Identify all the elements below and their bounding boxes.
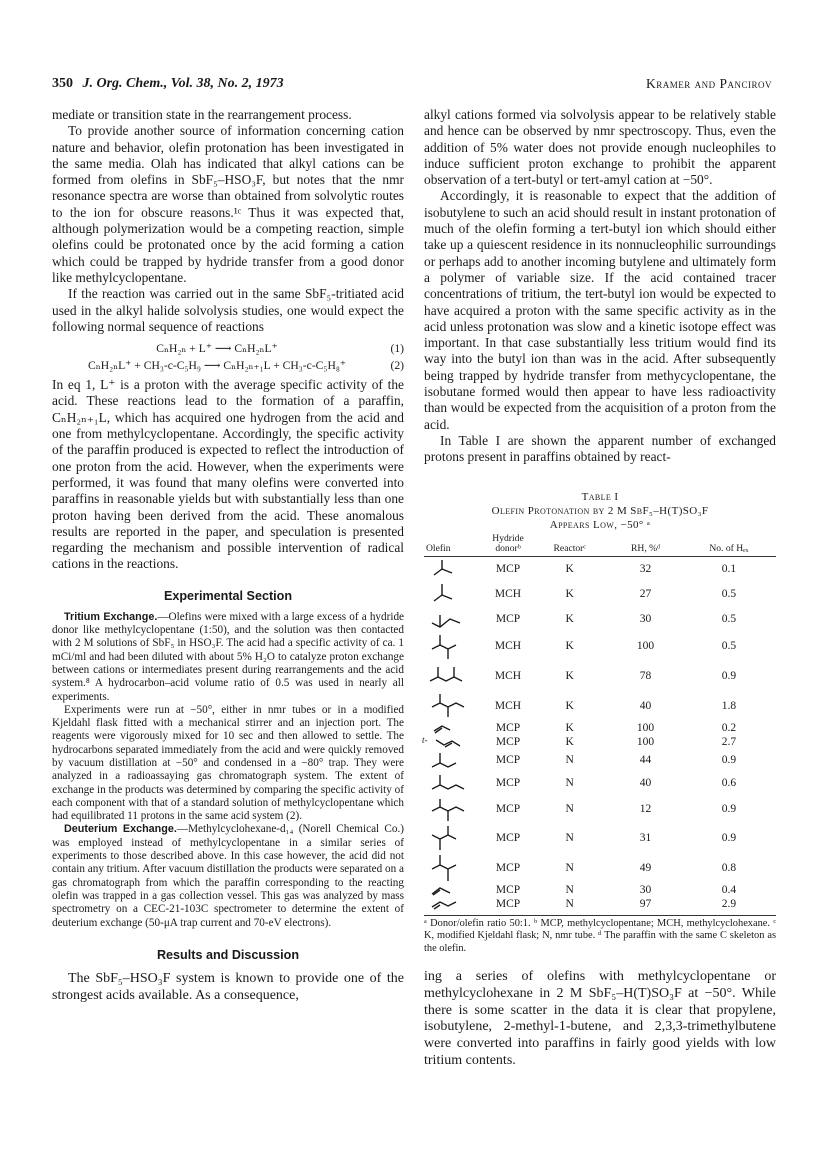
table-cell-nex: 0.5 xyxy=(721,639,737,652)
table-cell-rh: 44 xyxy=(639,753,652,766)
olefin-skeleton-icon xyxy=(426,749,470,771)
olefin-skeleton-icon xyxy=(426,661,470,691)
olefin-structure-cell xyxy=(424,853,486,883)
paragraph: ing a series of olefins with methylcyclopentane or methylcyclohexane in 2 M SbF₅–H(T)SO₃F at −50°. While there is some scatter in the data it is clear that propylene, isobutylene, 2-methyl-1-butene, and 2,3,3-trimethylbutene were converted into paraffins in fairly good yields with low tritium contents. xyxy=(424,969,776,1068)
table-cell-nex: 0.9 xyxy=(721,831,737,844)
table-cell-reactor: K xyxy=(565,699,574,712)
table-cell-nex: 0.8 xyxy=(721,861,737,874)
table-cell-nex: 0.9 xyxy=(721,669,737,682)
olefin-skeleton-icon xyxy=(426,853,470,883)
olefin-structure-cell xyxy=(424,631,486,661)
column-header-nex: No. of Hₑₓ xyxy=(709,542,749,554)
table-row xyxy=(424,691,776,721)
table-cell-rh: 78 xyxy=(639,669,652,682)
paragraph: The SbF₅–HSO₃F system is known to provide one of the strongest acids available. As a consequence, xyxy=(52,970,404,1004)
table-cell-rh: 100 xyxy=(636,639,655,652)
left-column xyxy=(52,107,404,1005)
table-cell-donor: MCP xyxy=(495,802,521,815)
table-cell-rh: 100 xyxy=(636,721,655,734)
equation-number: (1) xyxy=(390,342,404,356)
olefin-structure-cell xyxy=(424,661,486,691)
table-cell-donor: MCP xyxy=(495,831,521,844)
olefin-structure-cell xyxy=(424,721,486,735)
table-title-line2: Appears Low, −50° ᵃ xyxy=(549,518,651,531)
page-number: 350 xyxy=(52,76,73,91)
table-cell-nex: 1.8 xyxy=(721,699,737,712)
paragraph: To provide another source of information concerning cation nature and behavior, olefin protonation has been investigated in the same media. Olah has indicated that alkyl cations can be formed from olefins in SbF₅–HSO₃F, but notes that the nmr resonance spectra are worse than obtained from solvolytic routes to the ion for obscure reasons.¹ᶜ Thus it was expected that, although polymerization would be a competing reaction, simple olefins could be protonated once by the acid forming a cation which could be trapped by hydride transfer from a good donor like methylcyclopentane. xyxy=(52,123,404,285)
table-cell-donor: MCP xyxy=(495,883,521,896)
equation-1 xyxy=(52,340,404,357)
paragraph: In Table I are shown the apparent number of exchanged protons present in paraffins obtained by react- xyxy=(424,432,776,465)
running-authors: Kramer and Pancirov xyxy=(645,76,772,91)
journal-citation: J. Org. Chem., Vol. 38, No. 2, 1973 xyxy=(82,76,284,91)
table-cell-nex: 0.4 xyxy=(721,883,737,896)
section-heading-experimental: Experimental Section xyxy=(163,588,293,603)
olefin-structure-cell xyxy=(424,749,486,771)
table-cell-donor: MCH xyxy=(494,699,522,712)
table-cell-donor: MCP xyxy=(495,753,521,766)
column-header-rh: RH, %ᵈ xyxy=(631,542,661,554)
table-cell-donor: MCH xyxy=(494,669,522,682)
table-cell-reactor: K xyxy=(565,562,574,575)
olefin-skeleton-icon xyxy=(426,823,470,853)
table-row xyxy=(424,581,776,607)
table-cell-nex: 0.6 xyxy=(721,776,737,789)
right-column xyxy=(424,107,776,1070)
olefin-skeleton-icon xyxy=(426,735,470,749)
olefin-structure-cell xyxy=(424,823,486,853)
olefin-skeleton-icon xyxy=(426,771,470,795)
table-cell-nex: 0.9 xyxy=(721,802,737,815)
column-header-reactor: Reactorᶜ xyxy=(553,542,586,554)
table-cell-reactor: N xyxy=(565,897,574,910)
table-cell-nex: 0.1 xyxy=(721,562,737,575)
paragraph-tritium xyxy=(52,611,404,704)
table-row xyxy=(424,721,776,735)
table-row xyxy=(424,661,776,691)
table-row xyxy=(424,631,776,661)
table-cell-rh: 40 xyxy=(639,776,652,789)
table-cell-donor: MCP xyxy=(495,562,521,575)
table-row xyxy=(424,771,776,795)
table-label: Table I xyxy=(581,490,619,503)
table-cell-rh: 12 xyxy=(639,802,652,815)
paragraph-deuterium xyxy=(52,823,404,929)
paragraph: mediate or transition state in the rearrangement process. xyxy=(52,107,352,122)
olefin-structure-cell xyxy=(424,883,486,897)
equation-body: CₙH₂ₙ + L⁺ ⟶ CₙH₂ₙL⁺ xyxy=(156,342,278,356)
table-row xyxy=(424,795,776,823)
table-cell-donor: MCP xyxy=(495,735,521,748)
olefin-skeleton-icon xyxy=(426,631,470,661)
olefin-skeleton-icon xyxy=(426,897,470,911)
table-cell-rh: 40 xyxy=(639,699,652,712)
table-row xyxy=(424,823,776,853)
olefin-skeleton-icon xyxy=(426,721,470,735)
table-title: Olefin Protonation by 2 M SbF₅–H(T)SO₃F xyxy=(491,504,709,517)
table-footnotes: ᵃ Donor/olefin ratio 50:1. ᵇ MCP, methylcyclopentane; MCH, methylcyclohexane. ᶜ K, modified Kjeldahl flask; N, nmr tube. ᵈ The paraffin with the same C skeleton as the olefin. xyxy=(424,915,776,956)
column-header-donor: Hydride donorᵇ xyxy=(492,532,524,554)
table-row xyxy=(424,556,776,581)
table-cell-reactor: N xyxy=(565,831,574,844)
table-cell-nex: 0.5 xyxy=(721,587,737,600)
table-cell-donor: MCH xyxy=(494,639,522,652)
olefin-skeleton-icon xyxy=(426,581,470,607)
olefin-structure-cell xyxy=(424,795,486,823)
table-cell-rh: 31 xyxy=(639,831,652,844)
table-cell-reactor: K xyxy=(565,669,574,682)
paragraph: Accordingly, it is reasonable to expect that the addition of isobutylene to such an acid should result in instant protonation of much of the olefin forming a tert-butyl ion which should either take up a quiescent residence in its nonnucleophilic surroundings or perhaps add to another incoming butylene and ultimately form a polymer of variable size. If the acid contained tracer concentrations of tritium, the tert-butyl ion would be expected to have acquired a proton with the same specific activity as in the acid unless protonation was slow and a kinetic isotope effect was important. In that case substantially less tritium would find its way into the butyl ion than was in the acid. After subsequently being trapped by hydride transfer from methycyclopentane, the isobutane formed would then appear to have less radioactivity than would be expected from the acquisition of a proton from the acid. xyxy=(424,188,776,432)
table-cell-reactor: N xyxy=(565,776,574,789)
table-cell-nex: 0.5 xyxy=(721,612,737,625)
table-row xyxy=(424,897,776,911)
paragraph: If the reaction was carried out in the same SbF₅-tritiated acid used in the alkyl halide solvolysis studies, one would expect the following normal sequence of reactions xyxy=(52,286,404,334)
run-in-heading: Deuterium Exchange. xyxy=(64,823,177,836)
olefin-skeleton-icon xyxy=(426,883,470,897)
table-cell-reactor: K xyxy=(565,735,574,748)
paragraph: alkyl cations formed via solvolysis appear to be relatively stable and hence can be observed by nmr spectroscopy. Thus, even the addition of 5% water does not provide enough nucleophiles to induce sufficient proton exchange to prohibit the apparent observation of a tert-butyl or tert-amyl cation at −50°. xyxy=(424,107,776,188)
table-body xyxy=(424,556,776,911)
table-cell-donor: MCP xyxy=(495,721,521,734)
section-heading-results: Results and Discussion xyxy=(156,947,300,962)
table-row xyxy=(424,735,776,749)
table-cell-rh: 49 xyxy=(639,861,652,874)
olefin-structure-cell xyxy=(424,556,486,581)
table-row xyxy=(424,607,776,631)
olefin-skeleton-icon xyxy=(426,557,470,581)
table-cell-donor: MCP xyxy=(495,776,521,789)
table-cell-reactor: N xyxy=(565,883,574,896)
equation-2 xyxy=(52,357,404,374)
table-cell-reactor: N xyxy=(565,861,574,874)
equation-number: (2) xyxy=(390,359,404,373)
table-row xyxy=(424,853,776,883)
table-cell-nex: 2.9 xyxy=(721,897,737,910)
table-cell-nex: 0.2 xyxy=(721,721,737,734)
table-cell-reactor: K xyxy=(565,639,574,652)
table-cell-donor: MCP xyxy=(495,612,521,625)
table-caption xyxy=(424,490,776,532)
olefin-structure-cell xyxy=(424,897,486,911)
table-row xyxy=(424,749,776,771)
olefin-structure-cell xyxy=(424,691,486,721)
table-cell-rh: 30 xyxy=(639,883,652,896)
table-cell-reactor: K xyxy=(565,721,574,734)
paragraph: Experiments were run at −50°, either in nmr tubes or in a modified Kjeldahl flask fitted with a mechanical stirrer and an injection port. The reagents were vigorously mixed for 10 sec and then allowed to settle. The hydrocarbons separated immediately from the acid and were quickly removed by vacuum distillation at −50° and condensed in a −80° trap. They were analyzed in a radioassaying gas chromatograph system. The extent of exchange in the products was determined by comparing the specific activity of each component with that of a standard solution of methylcyclopentane which had equilibrated 11 protons in the same acid system (2). xyxy=(52,703,404,823)
table-cell-rh: 30 xyxy=(639,612,652,625)
run-in-heading: Tritium Exchange. xyxy=(64,610,158,623)
olefin-skeleton-icon xyxy=(426,795,470,823)
olefin-skeleton-icon xyxy=(426,691,470,721)
table-cell-nex: 0.9 xyxy=(721,753,737,766)
table-row xyxy=(424,883,776,897)
page-header xyxy=(52,76,772,96)
table-cell-reactor: K xyxy=(565,587,574,600)
paragraph-text: —Olefins were mixed with a large excess of a hydride donor like methylcyclopentane (1:50), and the solution was then contacted with 2 M solutions of SbF₅ in HSO₃F. The acid had a specific activity of ca. 1 mCi/ml and had been diluted with about 5% H₂O to catalyze proton exchange between cations or intermediates present during rearrangements and the acid system.⁸ A hydrocarbon–acid volume ratio of 0.5 was used in nearly all experiments. xyxy=(52,610,405,703)
equation-body: CₙH₂ₙL⁺ + CH₃-c-C₅H₉ ⟶ CₙH₂ₙ₊₁L + CH₃-c-C₅H₈⁺ xyxy=(88,359,346,373)
olefin-structure-cell xyxy=(424,771,486,795)
olefin-protonation-table xyxy=(424,534,776,911)
paragraph: In eq 1, L⁺ is a proton with the average specific activity of the acid. These reactions lead to the formation of a paraffin, CₙH₂ₙ₊₁L, which has acquired one hydrogen from the acid and one from methylcyclopentane. Accordingly, the specific activity of the paraffin produced is expected to reflect the introduction of one proton from the acid. However, when the experiments were performed, it was found that many olefins were converted into paraffins in reasonable yields but with substantially less than one proton having been derived from the acid. These anomalous results are reported in the paper, and speculation is presented regarding the mechanism and possible intervention of radical cations in the reactions. xyxy=(52,377,404,572)
table-cell-rh: 100 xyxy=(636,735,655,748)
table-cell-rh: 32 xyxy=(639,562,652,575)
table-cell-rh: 27 xyxy=(639,587,652,600)
table-cell-reactor: K xyxy=(565,612,574,625)
paragraph-text: —Methylcyclohexane-d₁₄ (Norell Chemical Co.) was employed instead of methylcyclopentane in a similar series of experiments to those described above. In this case however, the acid did not contain any tritium. After vacuum distillation the products were separated on a gas chromatograph from which the paraffin corresponding to the reacting olefin was trapped in a gas collection vessel. This gas was analyzed by mass spectrometry on a CEC-21-103C spectrometer to determine the extent of deuterium exchange (50-μA trap current and 70-eV electrons). xyxy=(52,823,404,929)
isomer-prefix: t- xyxy=(422,734,428,745)
olefin-structure-cell xyxy=(424,735,486,749)
table-cell-donor: MCP xyxy=(495,897,521,910)
column-header-olefin: Olefin xyxy=(426,542,451,554)
table-cell-rh: 97 xyxy=(639,897,652,910)
olefin-structure-cell xyxy=(424,607,486,631)
olefin-skeleton-icon xyxy=(426,607,470,631)
table-cell-reactor: N xyxy=(565,753,574,766)
table-cell-nex: 2.7 xyxy=(721,735,737,748)
table-cell-reactor: N xyxy=(565,802,574,815)
olefin-structure-cell xyxy=(424,581,486,607)
table-cell-donor: MCP xyxy=(495,861,521,874)
table-cell-donor: MCH xyxy=(494,587,522,600)
